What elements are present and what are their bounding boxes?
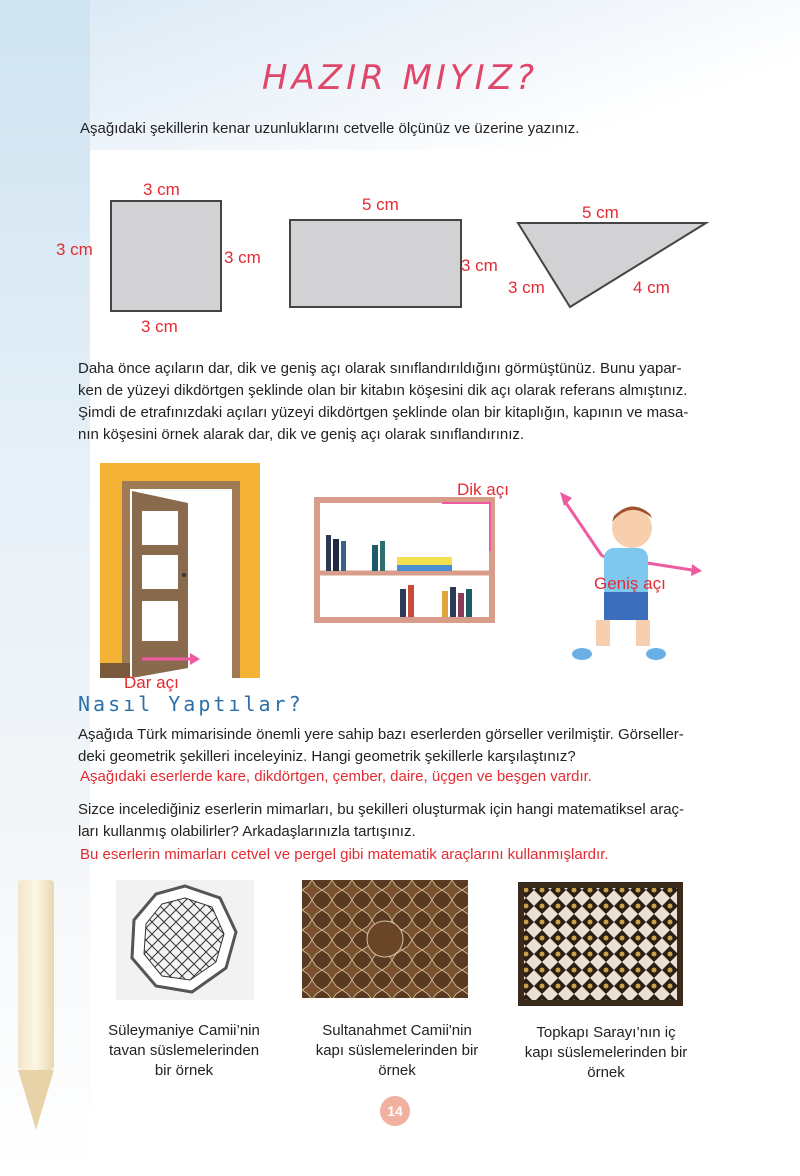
sultanahmet-image bbox=[302, 880, 468, 998]
page-title: HAZIR MIYIZ? bbox=[261, 58, 539, 98]
paragraph-line: ları kullanmış olabilirler? Arkadaşlarınızla tartışınız. bbox=[78, 823, 416, 840]
square-top-label: 3 cm bbox=[143, 180, 180, 199]
square-right-label: 3 cm bbox=[224, 248, 261, 267]
rectangle-top-label: 5 cm bbox=[362, 195, 399, 214]
pencil-decoration bbox=[18, 880, 54, 1070]
caption-suleymaniye bbox=[89, 1021, 279, 1081]
caption-line: Sultanahmet Camii'nin bbox=[322, 1022, 472, 1039]
answer-tools: Bu eserlerin mimarları cetvel ve pergel gibi matematik araçlarını kullanmışlardır. bbox=[80, 846, 609, 863]
triangle-right-label: 4 cm bbox=[633, 278, 670, 297]
paragraph-line: Sizce incelediğiniz eserlerin mimarları, bu şekilleri oluşturmak için hangi matematiksel araç- bbox=[78, 801, 685, 818]
section-title: Nasıl Yaptılar? bbox=[78, 692, 304, 716]
caption-line: Süleymaniye Camii’nin bbox=[108, 1022, 260, 1039]
paragraph-line: deki geometrik şekilleri inceleyiniz. Hangi geometrik şekillerle karşılaştınız? bbox=[78, 748, 576, 765]
instruction-text: Aşağıdaki şekillerin kenar uzunluklarını cetvelle ölçünüz ve üzerine yazınız. bbox=[80, 120, 580, 137]
caption-line: Topkapı Sarayı’nın iç bbox=[536, 1024, 676, 1041]
paragraph-line: ken de yüzeyi dikdörtgen şeklinde olan bir kitabın köşesini dik açı olarak referans almıştınız. bbox=[78, 382, 688, 399]
square-shape bbox=[110, 200, 222, 312]
suleymaniye-image bbox=[116, 880, 254, 1000]
bookshelf-illustration bbox=[312, 495, 497, 625]
door-illustration bbox=[100, 463, 260, 678]
paragraph-line: Aşağıda Türk mimarisinde önemli yere sahip bazı eserlerden görseller verilmiştir. Görseller- bbox=[78, 726, 684, 743]
topkapi-image bbox=[518, 882, 683, 1006]
paragraph-line: Daha önce açıların dar, dik ve geniş açı olarak sınıflandırıldığını görmüştünüz. Bunu yapar- bbox=[78, 360, 682, 377]
right-angle-label: Dik açı bbox=[457, 480, 509, 499]
rectangle-right-label: 3 cm bbox=[461, 256, 498, 275]
caption-topkapi bbox=[511, 1023, 701, 1083]
caption-line: kapı süslemelerinden bir bbox=[524, 1044, 688, 1061]
triangle-top-label: 5 cm bbox=[582, 203, 619, 222]
caption-line: tavan süslemelerinden bbox=[108, 1042, 260, 1059]
page-number: 14 bbox=[380, 1096, 410, 1126]
paragraph-tools bbox=[78, 799, 728, 843]
caption-sultanahmet bbox=[302, 1021, 492, 1081]
rectangle-shape bbox=[289, 219, 462, 308]
paragraph-angles bbox=[78, 358, 728, 446]
square-left-label: 3 cm bbox=[56, 240, 93, 259]
caption-line: bir örnek bbox=[154, 1062, 214, 1079]
triangle-left-label: 3 cm bbox=[508, 278, 545, 297]
pencil-tip-decoration bbox=[18, 1070, 54, 1130]
triangle-shape bbox=[510, 215, 720, 315]
caption-line: örnek bbox=[378, 1062, 416, 1079]
paragraph-line: nın köşesini örnek alarak dar, dik ve geniş açı olarak sınıflandırınız. bbox=[78, 426, 525, 443]
acute-angle-label: Dar açı bbox=[124, 673, 179, 692]
obtuse-angle-label: Geniş açı bbox=[594, 574, 666, 593]
paragraph-line: Şimdi de etrafınızdaki açıları yüzeyi dikdörtgen şeklinde olan bir kitaplığın, kapının ve masa- bbox=[78, 404, 689, 421]
caption-line: örnek bbox=[587, 1064, 625, 1081]
answer-shapes: Aşağıdaki eserlerde kare, dikdörtgen, çember, daire, üçgen ve beşgen vardır. bbox=[80, 768, 592, 785]
square-bottom-label: 3 cm bbox=[141, 317, 178, 336]
caption-line: kapı süslemelerinden bir bbox=[315, 1042, 479, 1059]
paragraph-architecture bbox=[78, 724, 728, 768]
